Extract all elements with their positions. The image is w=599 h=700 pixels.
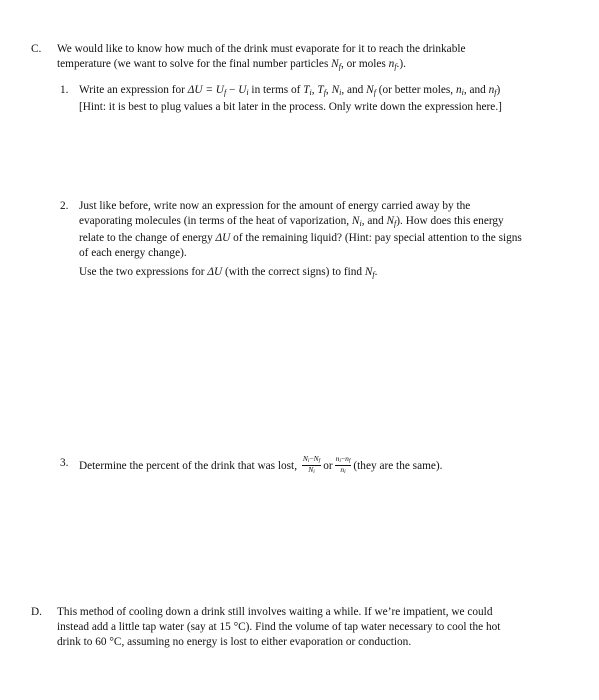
item-2-text — [79, 199, 584, 282]
section-d-text — [57, 605, 582, 650]
item-2-line3: relate to the change of energy ΔU of the remaining liquid? (Hint: pay special attention to the signs — [79, 232, 522, 244]
item-1-number: 1. — [60, 84, 69, 96]
item-2-line4: of each energy change). — [79, 247, 187, 259]
item-3-number: 3. — [60, 457, 69, 469]
item-2-line2: evaporating molecules (in terms of the heat of vaporization, $N_i$, and $N_f$). How does this energy — [79, 215, 504, 228]
section-d-line3: drink to 60 °C, assuming no energy is lost to either evaporation or conduction. — [57, 636, 412, 648]
item-1-line1: Write an expression for $\Delta U = U_f - U_i$ in terms of $T_i$, $T_f$, $N_i$, and $N_f$ (or better moles, $n_i$, and $n_f$) — [79, 84, 501, 97]
item-2-line1: Just like before, write now an expression for the amount of energy carried away by the — [79, 200, 471, 212]
item-2-number: 2. — [60, 200, 69, 212]
fraction-particles: $\frac{N_i-N_f}{N_i}$ — [302, 454, 321, 475]
item-3-text — [79, 456, 579, 477]
section-c-intro — [57, 42, 577, 74]
fraction-moles: $\frac{n_i-n_f}{n_i}$ — [335, 454, 351, 475]
section-c-intro-line2: temperature (we want to solve for the final number particles $N_f$, or moles $n_f$.). — [57, 58, 406, 71]
section-d-line2: instead add a little tap water (say at 15 °C). Find the volume of tap water necessary to cool the hot — [57, 621, 501, 633]
section-c-intro-line1: We would like to know how much of the drink must evaporate for it to reach the drinkable — [57, 43, 466, 55]
item-1-text — [79, 83, 579, 115]
item-2-line5: Use the two expressions for ΔU (with the correct signs) to find $N_f$. — [79, 266, 378, 279]
item-1-line2: [Hint: it is best to plug values a bit later in the process. Only write down the expression here.] — [79, 101, 502, 113]
section-d-line1: This method of cooling down a drink still involves waiting a while. If we’re impatient, we could — [57, 606, 493, 618]
item-3-line: Determine the percent of the drink that was lost, $\frac{N_i-N_f}{N_i}$ or $\frac{n_i-n_f}{n_i}$ (they are the same). — [79, 454, 443, 475]
section-d-label: D. — [31, 606, 42, 618]
section-c-label: C. — [31, 43, 42, 55]
